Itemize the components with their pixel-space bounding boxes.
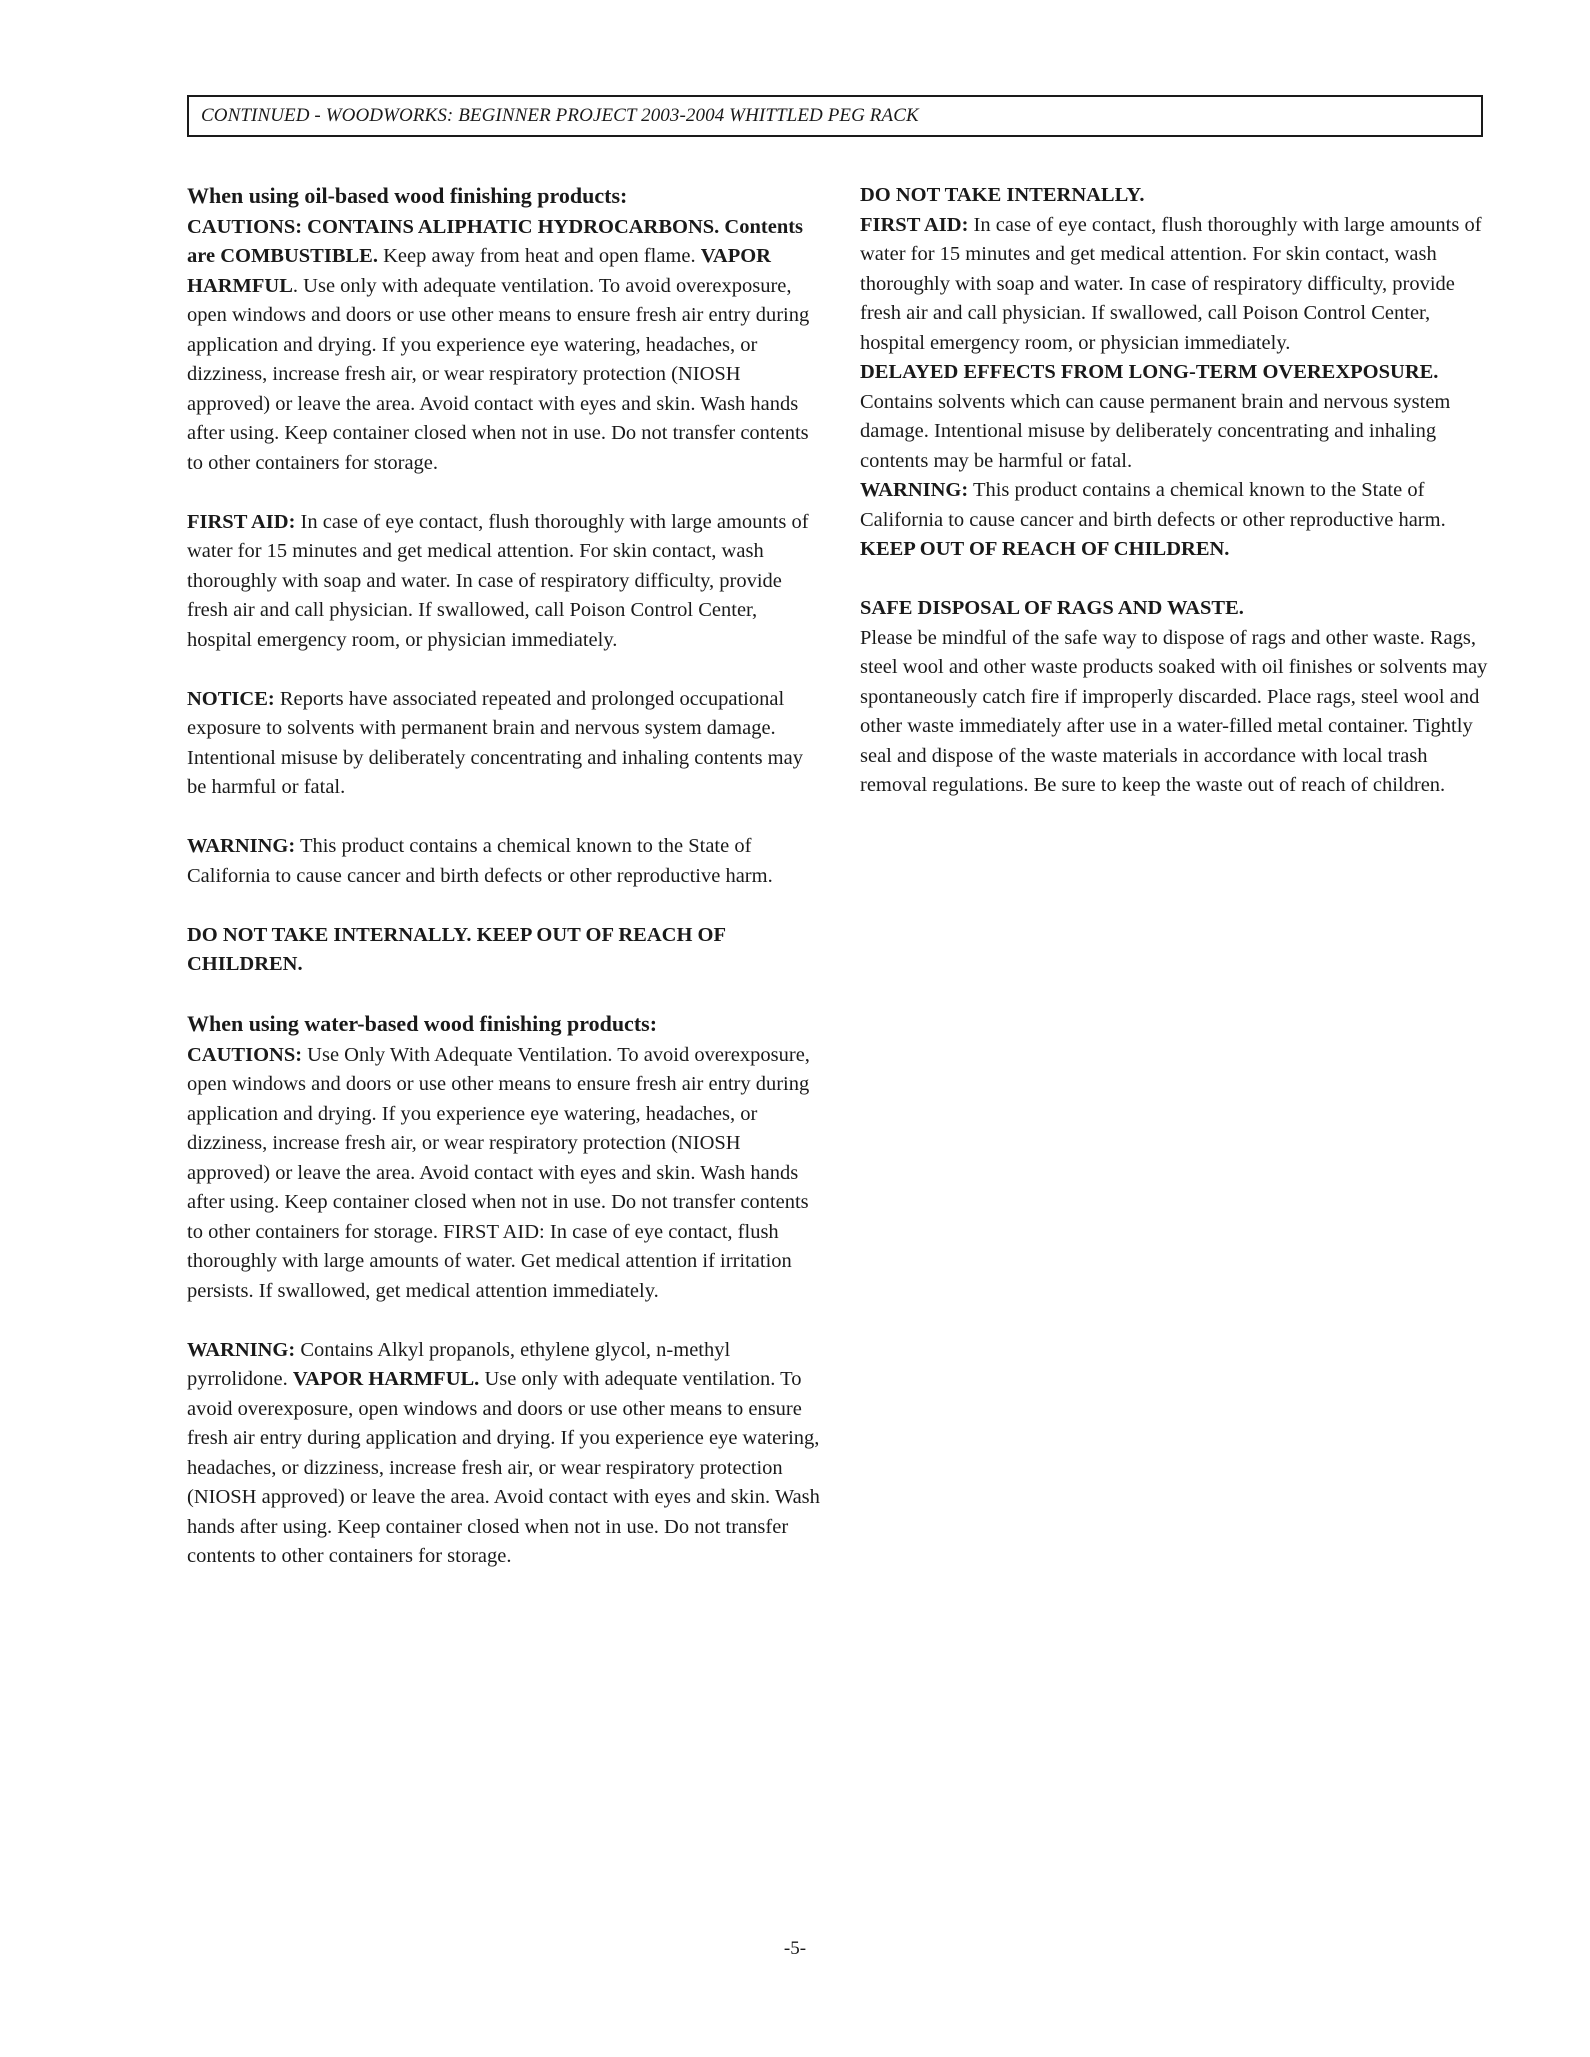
oil-cautions-text-2: . Use only with adequate ventilation. To avoid overexposure, open windows and doors or use other means to ensure fresh air entry during application and drying. If you experience eye watering, headaches, or dizziness, increase fresh air, or wear respiratory protection (NIOSH approved) or leave the area. Avoid contact with eyes and skin. Wash hands after using. Keep container closed when not in use. Do not transfer contents to other containers for storage. bbox=[187, 274, 810, 474]
delayed-effects-text: Contains solvents which can cause permanent brain and nervous system damage. Intentional misuse by deliberately concentrating and inhaling contents may be harmful or fatal. bbox=[860, 390, 1451, 472]
water-cautions-label: CAUTIONS: bbox=[187, 1043, 303, 1066]
water-warning-text-1: Contains Alkyl propanols, ethylene glycol, n-methyl pyrrolidone. bbox=[187, 1338, 731, 1390]
right-warning-label: WARNING: bbox=[860, 479, 969, 501]
right-first-aid-text: In case of eye contact, flush thoroughly with large amounts of water for 15 minutes and get medical attention. For skin contact, wash thoroughly with soap and water. In case of respiratory difficulty, provide fresh air and call physician. If swallowed, call Poison Control Center, hospital emergency room, or physician immediately. bbox=[860, 213, 1482, 354]
first-aid-text: In case of eye contact, flush thoroughly with large amounts of water for 15 minutes and get medical attention. For skin contact, wash thoroughly with soap and water. In case of respiratory difficulty, provide fresh air and call physician. If swallowed, call Poison Control Center, hospital emergency room, or physician immediately. bbox=[187, 510, 809, 651]
page-header-box bbox=[187, 95, 1483, 137]
water-based-section bbox=[187, 1009, 820, 1306]
first-aid-label: FIRST AID: bbox=[187, 510, 296, 533]
keep-out-of-reach: KEEP OUT OF REACH OF CHILDREN. bbox=[860, 538, 1230, 560]
delayed-effects-label: DELAYED EFFECTS FROM LONG-TERM OVEREXPOSURE. bbox=[860, 361, 1439, 383]
right-warning-text: This product contains a chemical known to the State of California to cause cancer and birth defects or other reproductive harm. bbox=[860, 479, 1446, 531]
water-warning-paragraph bbox=[187, 1336, 820, 1572]
water-vapor-harmful-label: VAPOR HARMFUL. bbox=[292, 1368, 480, 1390]
water-cautions-text: Use Only With Adequate Ventilation. To avoid overexposure, open windows and doors or use other means to ensure fresh air entry during application and drying. If you experience eye watering, headaches, or dizziness, increase fresh air, or wear respiratory protection (NIOSH approved) or leave the area. Avoid contact with eyes and skin. Wash hands after using. Keep container closed when not in use. Do not transfer contents to other containers for storage. FIRST AID: In case of eye contact, flush thoroughly with large amounts of water. Get medical attention if irritation persists. If swallowed, get medical attention immediately. bbox=[187, 1043, 810, 1302]
right-safety-block bbox=[860, 181, 1490, 565]
water-warning-text-2: Use only with adequate ventilation. To avoid overexposure, open windows and doors or use other means to ensure fresh air entry during application and drying. If you experience eye watering, headaches, or dizziness, increase fresh air, or wear respiratory protection (NIOSH approved) or leave the area. Avoid contact with eyes and skin. Wash hands after using. Keep container closed when not in use. Do not transfer contents to other containers for storage. bbox=[187, 1368, 820, 1567]
safe-disposal-heading: SAFE DISPOSAL OF RAGS AND WASTE. bbox=[860, 597, 1244, 619]
right-first-aid-label: FIRST AID: bbox=[860, 213, 969, 236]
warning-label: WARNING: bbox=[187, 835, 296, 857]
oil-based-heading: When using oil-based wood finishing products: bbox=[187, 183, 628, 208]
warning-paragraph bbox=[187, 832, 820, 891]
safe-disposal-text: Please be mindful of the safe way to dispose of rags and other waste. Rags, steel wool and other waste products soaked with oil finishes or solvents may spontaneously catch fire if improperly discarded. Place rags, steel wool and other waste immediately after use in a water-filled metal container. Tightly seal and dispose of the waste materials in accordance with local trash removal regulations. Be sure to keep the waste out of reach of children. bbox=[860, 626, 1488, 796]
water-warning-label: WARNING: bbox=[187, 1338, 296, 1361]
water-based-heading: When using water-based wood finishing products: bbox=[187, 1011, 658, 1036]
right-do-not-take: DO NOT TAKE INTERNALLY. bbox=[860, 184, 1145, 206]
left-column bbox=[187, 181, 820, 1601]
notice-paragraph bbox=[187, 685, 820, 803]
safe-disposal-section bbox=[860, 594, 1490, 801]
first-aid-paragraph bbox=[187, 508, 820, 656]
warning-text: This product contains a chemical known to the State of California to cause cancer and birth defects or other reproductive harm. bbox=[187, 835, 773, 887]
page-header-text: CONTINUED - WOODWORKS: BEGINNER PROJECT 2003-2004 WHITTLED PEG RACK bbox=[201, 105, 919, 126]
do-not-take-internally: DO NOT TAKE INTERNALLY. KEEP OUT OF REACH OF CHILDREN. bbox=[187, 923, 726, 975]
notice-label: NOTICE: bbox=[187, 687, 275, 710]
notice-text: Reports have associated repeated and prolonged occupational exposure to solvents with permanent brain and nervous system damage. Intentional misuse by deliberately concentrating and inhaling contents may be harmful or fatal. bbox=[187, 687, 803, 798]
oil-cautions-text-1: Keep away from heat and open flame. bbox=[377, 245, 701, 267]
page-number: -5- bbox=[783, 1938, 807, 1959]
right-column bbox=[860, 181, 1490, 830]
oil-vapor-harmful-label: VAPOR HARMFUL bbox=[187, 245, 771, 297]
oil-based-section bbox=[187, 181, 820, 478]
oil-cautions-label: CAUTIONS: CONTAINS ALIPHATIC HYDROCARBONS. Contents are COMBUSTIBLE. bbox=[187, 215, 804, 267]
